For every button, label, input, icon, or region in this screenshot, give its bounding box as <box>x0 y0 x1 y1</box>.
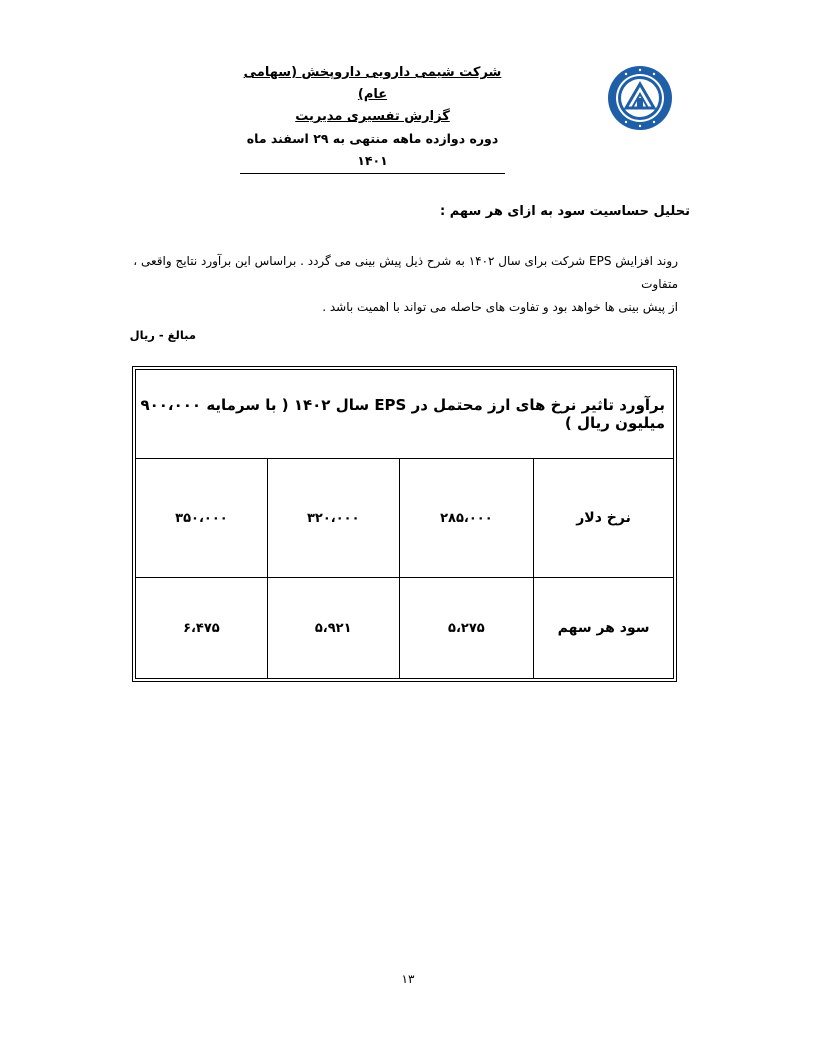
eps-sensitivity-table <box>135 369 674 679</box>
table-row <box>136 459 674 578</box>
company-name: شرکت شیمی دارویی داروپخش (سهامی عام) <box>243 65 502 102</box>
eps-table-frame <box>132 366 677 682</box>
unit-label: مبالغ - ریال <box>129 328 196 342</box>
section-title: تحلیل حساسیت سود به ازای هر سهم : <box>439 204 690 219</box>
paragraph-line: روند افزایش EPS شرکت برای سال ۱۴۰۲ به شرح ذیل پیش بینی می گردد . براساس این برآورد نتایج واقعی ، متفاوت <box>133 254 678 291</box>
report-period: دوره دوازده ماهه منتهی به ۲۹ اسفند ماه ۱۴۰۱ <box>240 128 505 174</box>
company-logo-emblem <box>606 64 674 132</box>
table-cell: ۵،۲۷۵ <box>399 578 534 679</box>
page-number: ۱۳ <box>401 972 415 986</box>
table-cell: ۲۸۵،۰۰۰ <box>399 459 534 578</box>
report-title: گزارش تفسیری مدیریت <box>295 109 450 124</box>
paragraph-line: از پیش بینی ها خواهد بود و تفاوت های حاصله می تواند با اهمیت باشد . <box>322 300 678 314</box>
table-row <box>136 578 674 679</box>
table-cell: ۳۲۰،۰۰۰ <box>267 459 399 578</box>
table-cell: ۳۵۰،۰۰۰ <box>136 459 268 578</box>
table-title: برآورد تاثیر نرخ های ارز محتمل در EPS سال ۱۴۰۲ ( با سرمایه ۹۰۰،۰۰۰ میلیون ریال ) <box>136 370 674 459</box>
row-label-dollar-rate: نرخ دلار <box>534 459 674 578</box>
table-cell: ۵،۹۲۱ <box>267 578 399 679</box>
table-title-row <box>136 370 674 459</box>
intro-paragraph <box>118 250 678 319</box>
report-header <box>240 62 505 174</box>
table-cell: ۶،۴۷۵ <box>136 578 268 679</box>
row-label-eps: سود هر سهم <box>534 578 674 679</box>
